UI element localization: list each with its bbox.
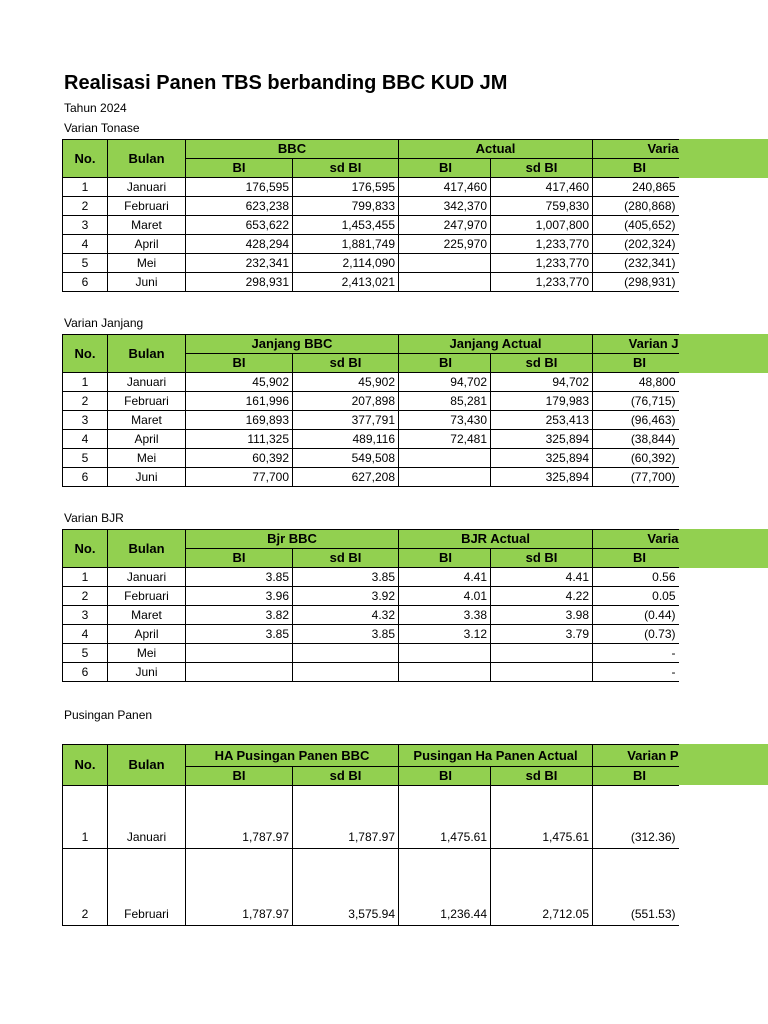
header-fill-overflow bbox=[677, 529, 768, 568]
col-header-bulan: Bulan bbox=[108, 530, 186, 568]
cell-actual-bi: 94,702 bbox=[399, 373, 491, 392]
cell-actual-sdbi: 94,702 bbox=[491, 373, 593, 392]
cell-varian-bi: 0.05 bbox=[593, 587, 679, 606]
section-label-janjang: Varian Janjang bbox=[64, 316, 144, 330]
section-label-tonase: Varian Tonase bbox=[64, 121, 140, 135]
cell-actual-bi bbox=[399, 273, 491, 292]
table-row bbox=[63, 197, 679, 216]
cell-varian-bi: (405,652) bbox=[593, 216, 679, 235]
subheader-bbc-sdbi: sd BI bbox=[293, 767, 399, 786]
cell-bbc-bi: 623,238 bbox=[186, 197, 293, 216]
cell-varian-bi: (96,463) bbox=[593, 411, 679, 430]
cell-varian-bi: (202,324) bbox=[593, 235, 679, 254]
cell-bbc-sdbi: 207,898 bbox=[293, 392, 399, 411]
cell-bbc-sdbi: 3.85 bbox=[293, 568, 399, 587]
cell-bulan: Maret bbox=[108, 411, 186, 430]
cell-no: 4 bbox=[63, 430, 108, 449]
cell-actual-bi: 1,236.44 bbox=[399, 849, 491, 926]
subheader-varian-bi: BI bbox=[593, 549, 679, 568]
cell-no: 6 bbox=[63, 663, 108, 682]
cell-varian-bi: - bbox=[593, 663, 679, 682]
cell-bbc-bi: 3.96 bbox=[186, 587, 293, 606]
group-header-varian: Varian J bbox=[593, 335, 679, 354]
cell-actual-bi: 4.01 bbox=[399, 587, 491, 606]
cell-actual-bi bbox=[399, 644, 491, 663]
year-label: Tahun 2024 bbox=[64, 101, 127, 115]
cell-bbc-sdbi: 3.92 bbox=[293, 587, 399, 606]
cell-bulan: Juni bbox=[108, 273, 186, 292]
cell-bbc-bi bbox=[186, 644, 293, 663]
cell-varian-bi: (38,844) bbox=[593, 430, 679, 449]
subheader-actual-bi: BI bbox=[399, 549, 491, 568]
group-header-bbc: Janjang BBC bbox=[186, 335, 399, 354]
table-row bbox=[63, 468, 679, 487]
group-header-varian: Varia bbox=[593, 530, 679, 549]
cell-actual-sdbi: 3.98 bbox=[491, 606, 593, 625]
cell-no: 6 bbox=[63, 468, 108, 487]
subheader-bbc-sdbi: sd BI bbox=[293, 549, 399, 568]
table-janjang bbox=[62, 334, 679, 487]
cell-bulan: Maret bbox=[108, 216, 186, 235]
cell-bbc-sdbi: 627,208 bbox=[293, 468, 399, 487]
cell-bbc-bi: 298,931 bbox=[186, 273, 293, 292]
group-header-varian: Varian P bbox=[593, 745, 679, 767]
subheader-varian-bi: BI bbox=[593, 767, 679, 786]
cell-bulan: Mei bbox=[108, 644, 186, 663]
cell-actual-bi: 225,970 bbox=[399, 235, 491, 254]
cell-actual-sdbi: 253,413 bbox=[491, 411, 593, 430]
cell-actual-sdbi: 1,233,770 bbox=[491, 273, 593, 292]
table-row bbox=[63, 411, 679, 430]
group-header-actual: Actual bbox=[399, 140, 593, 159]
cell-varian-bi: 240,865 bbox=[593, 178, 679, 197]
subheader-bbc-bi: BI bbox=[186, 159, 293, 178]
subheader-bbc-bi: BI bbox=[186, 354, 293, 373]
cell-bbc-bi: 232,341 bbox=[186, 254, 293, 273]
subheader-actual-sdbi: sd BI bbox=[491, 354, 593, 373]
table-row bbox=[63, 254, 679, 273]
subheader-actual-sdbi: sd BI bbox=[491, 767, 593, 786]
table-row bbox=[63, 663, 679, 682]
cell-bulan: Februari bbox=[108, 849, 186, 926]
group-header-bbc: Bjr BBC bbox=[186, 530, 399, 549]
table-row bbox=[63, 786, 679, 849]
cell-bbc-bi: 3.82 bbox=[186, 606, 293, 625]
table-row bbox=[63, 849, 679, 926]
header-fill-overflow bbox=[677, 744, 768, 785]
cell-bbc-bi: 77,700 bbox=[186, 468, 293, 487]
cell-no: 6 bbox=[63, 273, 108, 292]
cell-varian-bi: (0.73) bbox=[593, 625, 679, 644]
cell-no: 1 bbox=[63, 568, 108, 587]
cell-bulan: Mei bbox=[108, 254, 186, 273]
cell-bulan: April bbox=[108, 430, 186, 449]
cell-no: 2 bbox=[63, 587, 108, 606]
cell-varian-bi: 48,800 bbox=[593, 373, 679, 392]
table-row bbox=[63, 568, 679, 587]
cell-actual-bi: 1,475.61 bbox=[399, 786, 491, 849]
subheader-actual-bi: BI bbox=[399, 767, 491, 786]
cell-actual-bi: 417,460 bbox=[399, 178, 491, 197]
cell-bbc-sdbi: 489,116 bbox=[293, 430, 399, 449]
cell-bulan: Februari bbox=[108, 392, 186, 411]
col-header-bulan: Bulan bbox=[108, 745, 186, 786]
cell-actual-sdbi: 1,233,770 bbox=[491, 254, 593, 273]
cell-varian-bi: 0.56 bbox=[593, 568, 679, 587]
cell-bbc-bi: 161,996 bbox=[186, 392, 293, 411]
col-header-no: No. bbox=[63, 140, 108, 178]
cell-bulan: April bbox=[108, 625, 186, 644]
table-row bbox=[63, 392, 679, 411]
cell-bulan: Januari bbox=[108, 373, 186, 392]
col-header-bulan: Bulan bbox=[108, 140, 186, 178]
table-row bbox=[63, 644, 679, 663]
cell-actual-bi bbox=[399, 449, 491, 468]
cell-bbc-sdbi: 3,575.94 bbox=[293, 849, 399, 926]
cell-actual-bi bbox=[399, 254, 491, 273]
section-label-pusingan: Pusingan Panen bbox=[64, 708, 153, 722]
cell-bbc-bi: 3.85 bbox=[186, 568, 293, 587]
subheader-bbc-sdbi: sd BI bbox=[293, 159, 399, 178]
cell-bulan: Juni bbox=[108, 468, 186, 487]
cell-actual-bi: 342,370 bbox=[399, 197, 491, 216]
cell-bbc-bi: 111,325 bbox=[186, 430, 293, 449]
cell-no: 2 bbox=[63, 392, 108, 411]
section-label-bjr: Varian BJR bbox=[64, 511, 124, 525]
header-fill-overflow bbox=[677, 139, 768, 178]
table-row bbox=[63, 273, 679, 292]
table-row bbox=[63, 430, 679, 449]
cell-actual-sdbi: 3.79 bbox=[491, 625, 593, 644]
cell-actual-bi: 4.41 bbox=[399, 568, 491, 587]
table-row bbox=[63, 606, 679, 625]
subheader-varian-bi: BI bbox=[593, 159, 679, 178]
cell-varian-bi: (298,931) bbox=[593, 273, 679, 292]
col-header-no: No. bbox=[63, 530, 108, 568]
cell-bbc-sdbi: 1,453,455 bbox=[293, 216, 399, 235]
table-row bbox=[63, 625, 679, 644]
cell-no: 1 bbox=[63, 373, 108, 392]
cell-actual-sdbi: 759,830 bbox=[491, 197, 593, 216]
cell-no: 1 bbox=[63, 178, 108, 197]
cell-bulan: Juni bbox=[108, 663, 186, 682]
cell-bbc-sdbi: 3.85 bbox=[293, 625, 399, 644]
cell-bbc-sdbi: 2,413,021 bbox=[293, 273, 399, 292]
subheader-varian-bi: BI bbox=[593, 354, 679, 373]
cell-varian-bi: (280,868) bbox=[593, 197, 679, 216]
cell-bbc-bi: 428,294 bbox=[186, 235, 293, 254]
cell-actual-bi: 72,481 bbox=[399, 430, 491, 449]
group-header-actual: Pusingan Ha Panen Actual bbox=[399, 745, 593, 767]
cell-varian-bi: (232,341) bbox=[593, 254, 679, 273]
subheader-bbc-bi: BI bbox=[186, 767, 293, 786]
cell-bulan: Januari bbox=[108, 178, 186, 197]
cell-actual-sdbi: 4.22 bbox=[491, 587, 593, 606]
cell-actual-bi: 73,430 bbox=[399, 411, 491, 430]
cell-actual-sdbi: 1,233,770 bbox=[491, 235, 593, 254]
cell-bbc-bi: 176,595 bbox=[186, 178, 293, 197]
cell-bbc-bi: 3.85 bbox=[186, 625, 293, 644]
cell-no: 5 bbox=[63, 449, 108, 468]
cell-bbc-bi: 45,902 bbox=[186, 373, 293, 392]
cell-bbc-bi: 1,787.97 bbox=[186, 786, 293, 849]
subheader-bbc-bi: BI bbox=[186, 549, 293, 568]
cell-bbc-sdbi: 549,508 bbox=[293, 449, 399, 468]
cell-bbc-sdbi: 1,787.97 bbox=[293, 786, 399, 849]
group-header-varian: Varia bbox=[593, 140, 679, 159]
cell-bbc-sdbi: 4.32 bbox=[293, 606, 399, 625]
cell-no: 4 bbox=[63, 235, 108, 254]
table-row bbox=[63, 235, 679, 254]
cell-no: 2 bbox=[63, 849, 108, 926]
cell-actual-bi bbox=[399, 468, 491, 487]
group-header-bbc: HA Pusingan Panen BBC bbox=[186, 745, 399, 767]
page-title: Realisasi Panen TBS berbanding BBC KUD JM bbox=[64, 72, 508, 94]
cell-bulan: Februari bbox=[108, 197, 186, 216]
cell-varian-bi: (0.44) bbox=[593, 606, 679, 625]
cell-bulan: Januari bbox=[108, 568, 186, 587]
cell-actual-sdbi: 4.41 bbox=[491, 568, 593, 587]
cell-bbc-sdbi bbox=[293, 663, 399, 682]
cell-bbc-sdbi: 45,902 bbox=[293, 373, 399, 392]
cell-varian-bi: (76,715) bbox=[593, 392, 679, 411]
cell-actual-bi: 85,281 bbox=[399, 392, 491, 411]
cell-actual-sdbi bbox=[491, 644, 593, 663]
table-row bbox=[63, 373, 679, 392]
cell-bbc-sdbi: 176,595 bbox=[293, 178, 399, 197]
cell-actual-sdbi: 417,460 bbox=[491, 178, 593, 197]
col-header-no: No. bbox=[63, 745, 108, 786]
table-row bbox=[63, 587, 679, 606]
table-row bbox=[63, 216, 679, 235]
cell-actual-bi: 247,970 bbox=[399, 216, 491, 235]
cell-no: 5 bbox=[63, 254, 108, 273]
cell-bulan: April bbox=[108, 235, 186, 254]
cell-no: 2 bbox=[63, 197, 108, 216]
cell-no: 4 bbox=[63, 625, 108, 644]
group-header-actual: Janjang Actual bbox=[399, 335, 593, 354]
cell-no: 3 bbox=[63, 606, 108, 625]
cell-actual-bi bbox=[399, 663, 491, 682]
col-header-bulan: Bulan bbox=[108, 335, 186, 373]
cell-bbc-sdbi: 2,114,090 bbox=[293, 254, 399, 273]
cell-bbc-sdbi: 377,791 bbox=[293, 411, 399, 430]
group-header-actual: BJR Actual bbox=[399, 530, 593, 549]
cell-varian-bi: (77,700) bbox=[593, 468, 679, 487]
cell-varian-bi: (60,392) bbox=[593, 449, 679, 468]
cell-bbc-bi: 653,622 bbox=[186, 216, 293, 235]
subheader-actual-sdbi: sd BI bbox=[491, 549, 593, 568]
cell-actual-sdbi: 325,894 bbox=[491, 449, 593, 468]
cell-actual-sdbi bbox=[491, 663, 593, 682]
cell-no: 1 bbox=[63, 786, 108, 849]
table-row bbox=[63, 449, 679, 468]
header-fill-overflow bbox=[677, 334, 768, 373]
cell-no: 5 bbox=[63, 644, 108, 663]
cell-bbc-sdbi: 1,881,749 bbox=[293, 235, 399, 254]
cell-actual-sdbi: 325,894 bbox=[491, 468, 593, 487]
cell-actual-sdbi: 179,983 bbox=[491, 392, 593, 411]
cell-bbc-sdbi bbox=[293, 644, 399, 663]
subheader-bbc-sdbi: sd BI bbox=[293, 354, 399, 373]
cell-bbc-sdbi: 799,833 bbox=[293, 197, 399, 216]
cell-bbc-bi: 1,787.97 bbox=[186, 849, 293, 926]
cell-actual-bi: 3.38 bbox=[399, 606, 491, 625]
group-header-bbc: BBC bbox=[186, 140, 399, 159]
cell-bbc-bi bbox=[186, 663, 293, 682]
cell-varian-bi: (551.53) bbox=[593, 849, 679, 926]
cell-bbc-bi: 169,893 bbox=[186, 411, 293, 430]
cell-no: 3 bbox=[63, 411, 108, 430]
cell-actual-sdbi: 1,007,800 bbox=[491, 216, 593, 235]
cell-varian-bi: (312.36) bbox=[593, 786, 679, 849]
cell-bulan: Maret bbox=[108, 606, 186, 625]
cell-bulan: Februari bbox=[108, 587, 186, 606]
table-row bbox=[63, 178, 679, 197]
cell-bulan: Januari bbox=[108, 786, 186, 849]
subheader-actual-sdbi: sd BI bbox=[491, 159, 593, 178]
cell-no: 3 bbox=[63, 216, 108, 235]
subheader-actual-bi: BI bbox=[399, 354, 491, 373]
cell-actual-sdbi: 325,894 bbox=[491, 430, 593, 449]
cell-bulan: Mei bbox=[108, 449, 186, 468]
cell-actual-bi: 3.12 bbox=[399, 625, 491, 644]
cell-actual-sdbi: 1,475.61 bbox=[491, 786, 593, 849]
cell-actual-sdbi: 2,712.05 bbox=[491, 849, 593, 926]
subheader-actual-bi: BI bbox=[399, 159, 491, 178]
table-tonase bbox=[62, 139, 679, 292]
table-bjr bbox=[62, 529, 679, 682]
table-pusingan bbox=[62, 744, 679, 926]
cell-varian-bi: - bbox=[593, 644, 679, 663]
col-header-no: No. bbox=[63, 335, 108, 373]
cell-bbc-bi: 60,392 bbox=[186, 449, 293, 468]
